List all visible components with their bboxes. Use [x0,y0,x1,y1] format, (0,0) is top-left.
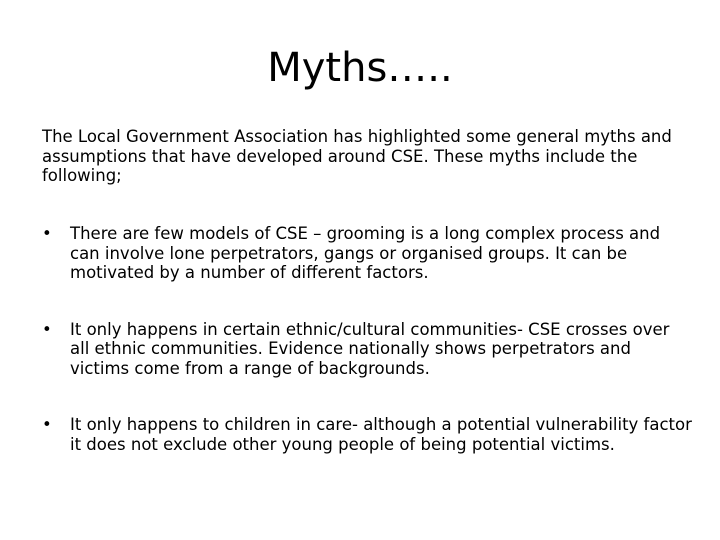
bullet-text: It only happens to children in care- although a potential vulnerability factor it does not exclude other young people of being potential victims. [70,415,692,454]
bullet-icon: • [42,224,52,243]
myths-list [42,224,692,491]
bullet-icon: • [42,319,52,339]
slide-title: Myths….. [267,45,453,91]
list-item [42,224,692,283]
intro-paragraph: The Local Government Association has highlighted some general myths and assumptions that have developed around CSE. These myths include the following; [42,127,672,185]
list-item [42,320,692,379]
bullet-text: There are few models of CSE – grooming is a long complex process and can involve lone perpetrators, gangs or organised groups. It can be motivated by a number of different factors. [70,224,661,282]
bullet-icon: • [42,415,52,434]
bullet-text: It only happens in certain ethnic/cultural communities- CSE crosses over all ethnic communities. Evidence nationally shows perpetrators and victims come from a range of backgrounds. [70,319,670,378]
list-item [42,415,692,454]
